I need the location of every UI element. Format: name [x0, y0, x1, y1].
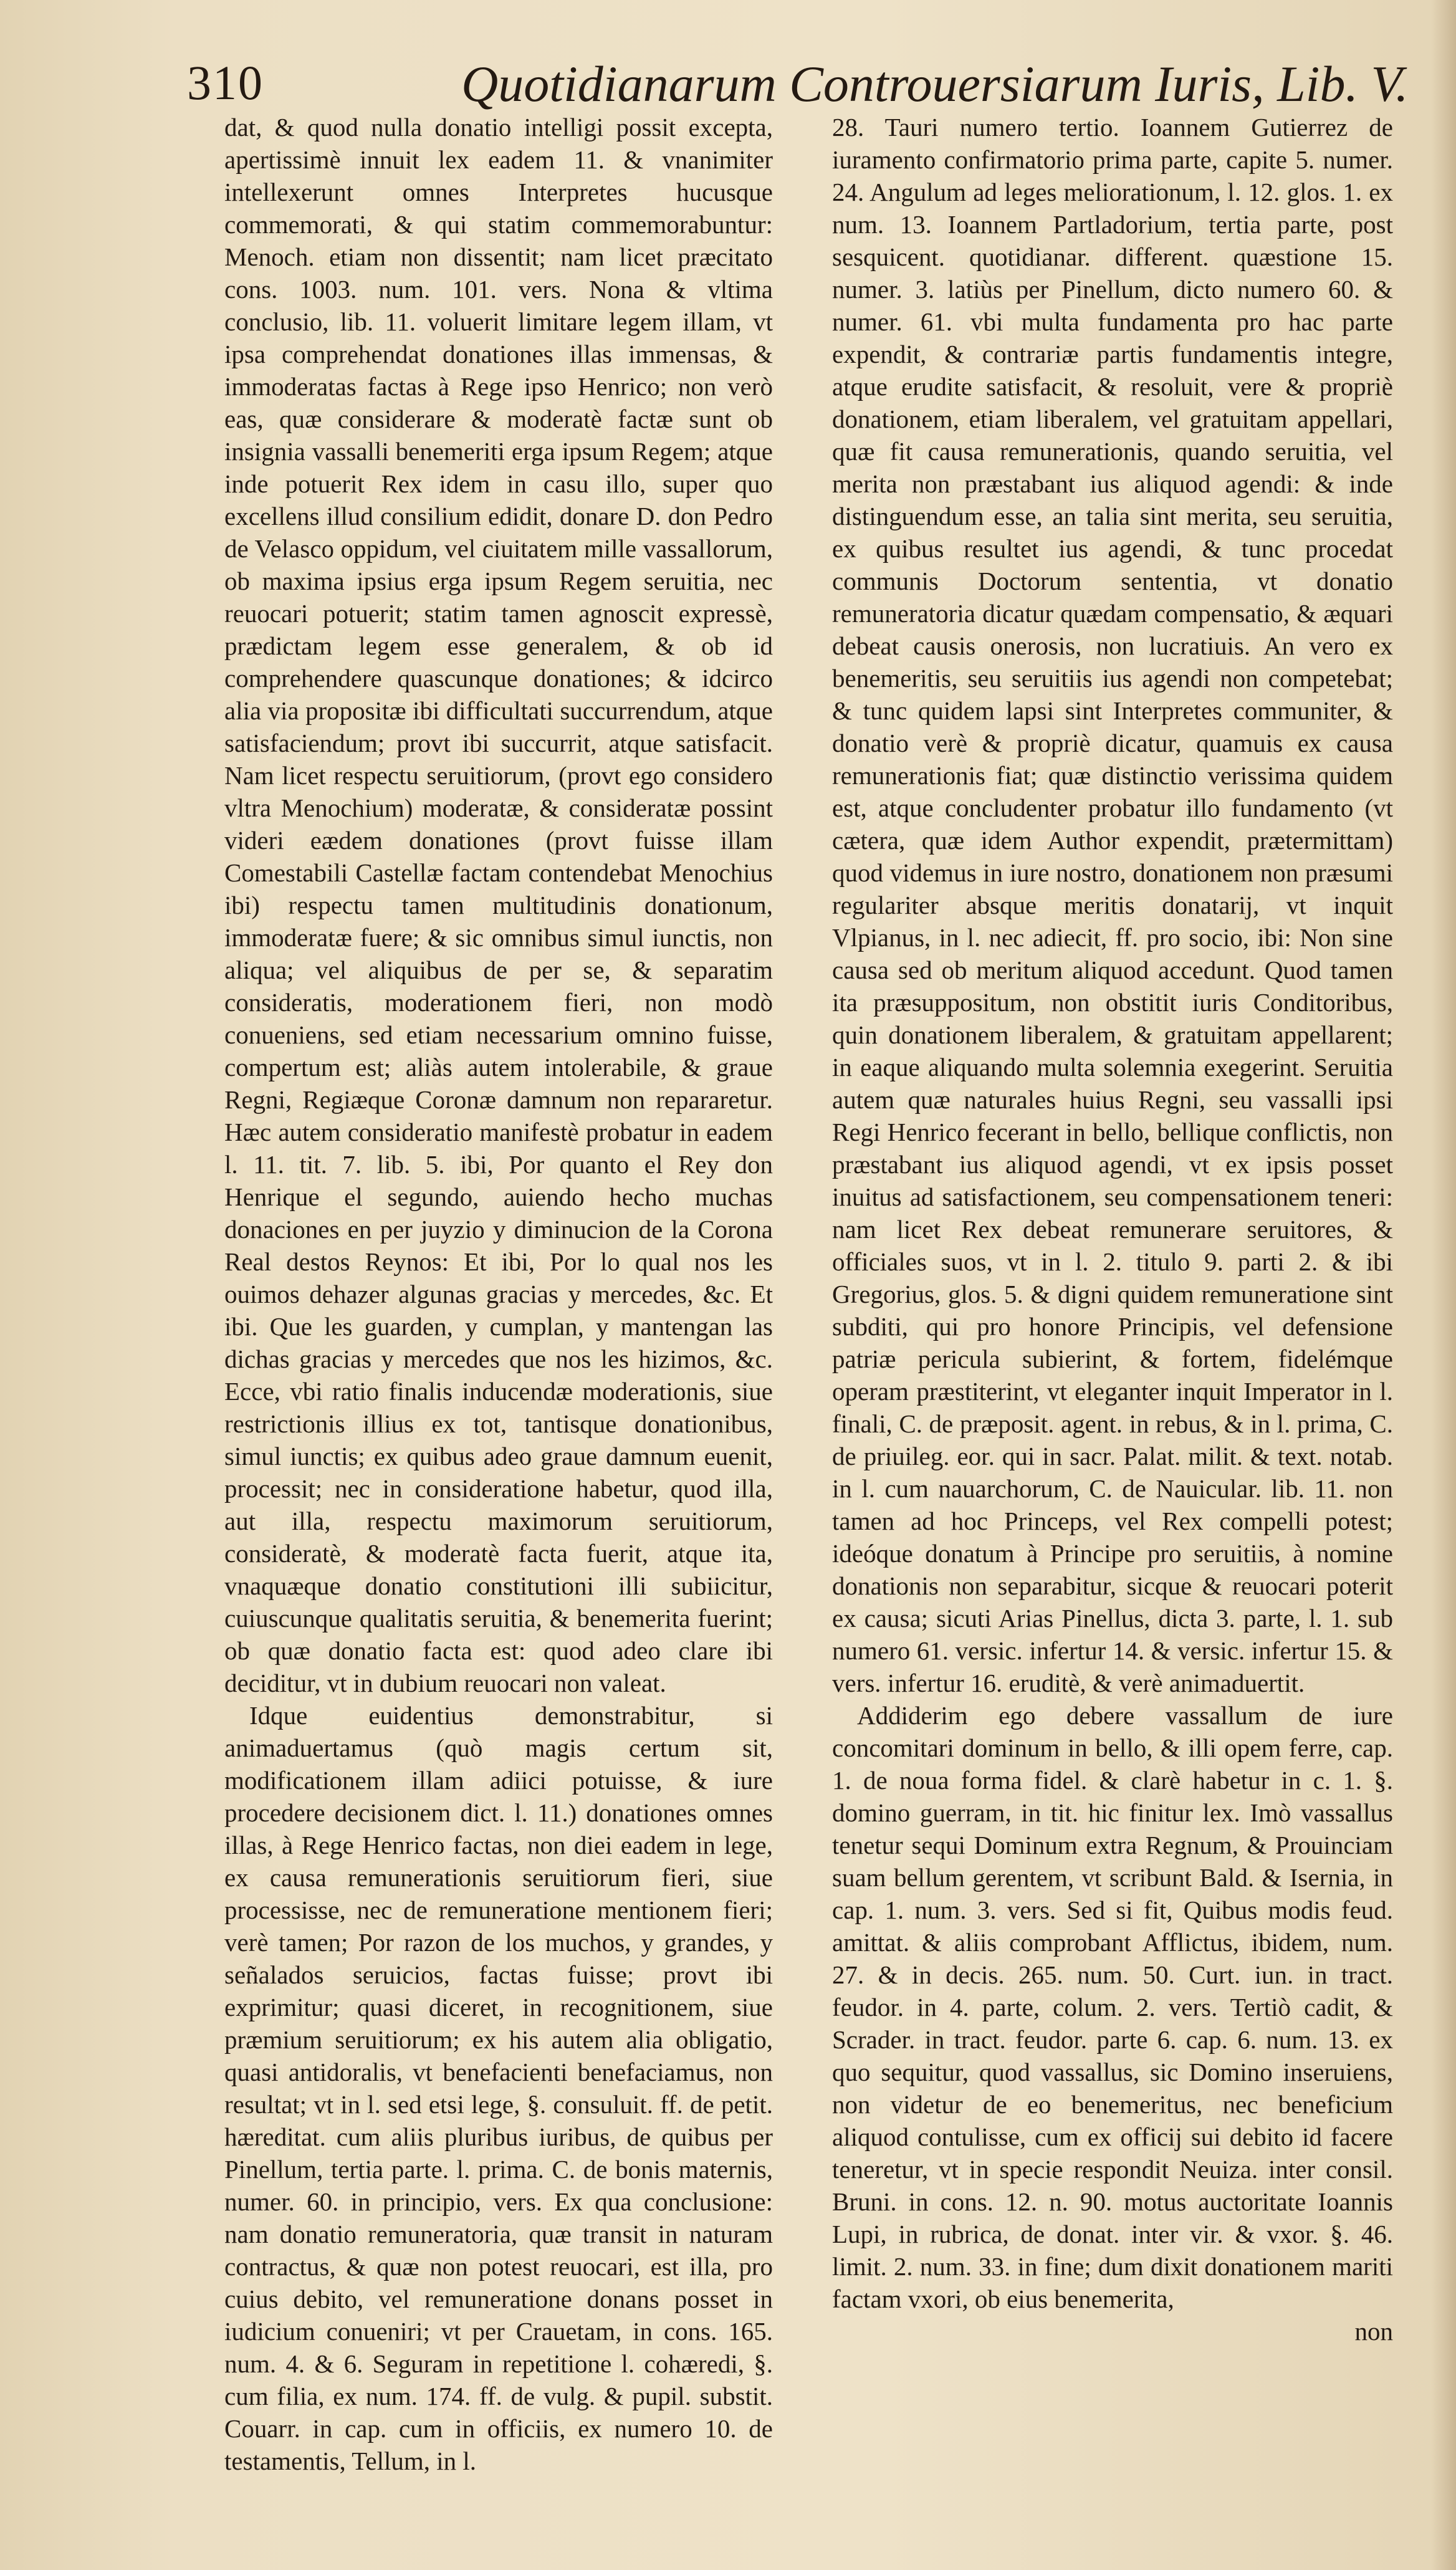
left-column — [224, 111, 773, 2477]
right-paragraph-2: Addiderim ego debere vassallum de iure concomitari dominum in bello, & illi opem ferre, cap. 1. de noua forma fidel. & clarè habetur in c. 1. §. domino guerram, in tit. hic finitur lex. Imò vassallus tenetur sequi Dominum extra Regnum, & Prouinciam suam bellum gerentem, vt scribunt Bald. & Isernia, in cap. 1. num. 3. vers. Sed si fit, Quibus modis feud. amittat. & aliis comprobant Afflictus, ibidem, num. 27. & in decis. 265. num. 50. Curt. iun. in tract. feudor. in 4. parte, colum. 2. vers. Tertiò cadit, & Scrader. in tract. feudor. parte 6. cap. 6. num. 13. ex quo sequitur, quod vassallus, sic Domino inseruiens, non videtur de eo benemeritus, nec beneficium aliquod contulisse, cum ex officij sui debito id facere teneretur, vt in specie respondit Neuiza. inter consil. Bruni. in cons. 12. n. 90. motus auctoritate Ioannis Lupi, in rubrica, de donat. inter vir. & vxor. §. 46. limit. 2. num. 33. in fine; dum dixit donationem mariti factam vxori, ob eius benemerita, — [832, 1701, 1393, 2313]
running-title: Quotidianarum Controuersiarum Iuris, Lib. V. — [461, 55, 1409, 112]
left-paragraph-1: dat, & quod nulla donatio intelligi possit excepta, apertissimè innuit lex eadem 11. & vnanimiter intellexerunt omnes Interpretes hucusque commemorati, & qui statim commemorabuntur: Menoch. etiam non dissentit; nam licet præcitato cons. 1003. num. 101. vers. Nona & vltima conclusio, lib. 11. voluerit limitare legem illam, vt ipsa comprehendat donationes illas immensas, & immoderatas factas à Rege ipso Henrico; non verò eas, quæ considerare & moderatè factæ sunt ob insignia vassalli benemeriti erga ipsum Regem; atque inde potuerit Rex idem in casu illo, super quo excellens illud consilium edidit, donare D. don Pedro de Velasco oppidum, vel ciuitatem mille vassallorum, ob maxima ipsius erga ipsum Regem seruitia, nec reuocari potuerit; statim tamen agnoscit expressè, prædictam legem esse generalem, & ob id comprehendere quascunque donationes; & idcirco alia via propositæ ibi difficultati succurrendum, atque satisfaciendum; provt ibi succurrit, atque satisfacit. Nam licet respectu seruitiorum, (provt ego considero vltra Menochium) moderatæ, & consideratæ possint videri eædem donationes (provt fuisse illam Comestabili Castellæ factam contendebat Menochius ibi) respectu tamen multitudinis donationum, immoderatæ fuere; & sic omnibus simul iunctis, non aliqua; vel aliquibus de per se, & separatim consideratis, moderationem fieri, non modò conueniens, sed etiam necessarium omnino fuisse, compertum est; aliàs autem intolerabile, & graue Regni, Regiæque Coronæ damnum non repararetur. Hæc autem consideratio manifestè probatur in eadem l. 11. tit. 7. lib. 5. ibi, Por quanto el Rey don Henrique el segundo, auiendo hecho muchas donaciones en per juyzio y diminucion de la Corona Real destos Reynos: Et ibi, Por lo qual nos les ouimos dehazer algunas gracias y mercedes, &c. Et ibi. Que les guarden, y cumplan, y mantengan las dichas gracias y mercedes que nos les hizimos, &c. Ecce, vbi ratio finalis inducendæ moderationis, siue restrictionis illius ex tot, tantisque donationibus, simul iunctis; ex quibus adeo graue damnum euenit, processit; nec in consideratione habetur, quod illa, aut illa, respectu maximorum seruitiorum, consideratè, & moderatè facta fuerit, atque ita, vnaquæque donatio constitutioni illi subiicitur, cuiuscunque qualitatis seruitia, & benemerita fuerint; ob quæ donatio facta est: quod adeo clare ibi deciditur, vt in dubium reuocari non valeat. — [224, 113, 773, 1697]
page-number: 310 — [187, 55, 264, 110]
right-paragraph-1: 28. Tauri numero tertio. Ioannem Gutierrez de iuramento confirmatorio prima parte, capite 5. numer. 24. Angulum ad leges meliorationum, l. 12. glos. 1. ex num. 13. Ioannem Partladorium, tertia parte, post sesquicent. quotidianar. different. quæstione 15. numer. 3. latiùs per Pinellum, dicto numero 60. & numer. 61. vbi multa fundamenta pro hac parte expendit, & contrariæ partis fundamentis integre, atque erudite satisfacit, & resoluit, vere & propriè donationem, etiam liberalem, vel gratuitam appellari, quæ fit causa remunerationis, quando seruitia, vel merita non præstabant ius aliquod agendi: & inde distinguendum esse, an talia sint merita, seu seruitia, ex quibus resultet ius agendi, & tunc procedat communis Doctorum sententia, vt donatio remuneratoria dicatur quædam compensatio, & æquari debeat causis onerosis, non lucratiuis. An vero ex benemeritis, seu seruitiis ius agendi non competebat; & tunc quidem lapsi sint Interpretes communiter, & donatio verè & propriè dicatur, quamuis ex causa remunerationis fiat; quæ distinctio verissima quidem est, atque concludenter probatur illo fundamento (vt cætera, quæ idem Author expendit, prætermittam) quod videmus in iure nostro, donationem non præsumi regulariter absque meritis donatarij, vt inquit Vlpianus, in l. nec adiecit, ff. pro socio, ibi: Non sine causa sed ob meritum aliquod accedunt. Quod tamen ita præsuppositum, non obstitit iuris Conditoribus, quin donationem liberalem, & gratuitam appellarent; in eaque aliquando multa solemnia exegerint. Seruitia autem quæ naturales huius Regni, seu vassalli ipsi Regi Henrico fecerant in bello, bellique conflictis, non præstabant ius aliquod agendi, vt ex ipsis posset inuitus ad satisfactionem, seu compensationem teneri: nam licet Rex debeat remunerare seruitores, & officiales suos, vt in l. 2. titulo 9. parti 2. & ibi Gregorius, glos. 5. & digni quidem remuneratione sint subditi, qui pro honore Principis, vel defensione patriæ pericula subierint, & fortem, fidelémque operam præstiterint, vt eleganter inquit Imperator in l. finali, C. de præposit. agent. in rebus, & in l. prima, C. de priuileg. eor. qui in sacr. Palat. milit. & text. notab. in l. cum nauarchorum, C. de Nauicular. lib. 11. non tamen ad hoc Princeps, vel Rex compelli potest; ideóque donatum à Principe pro seruitiis, à nomine donationis non separabitur, sicque & reuocari poterit ex causa; sicuti Arias Pinellus, dicta 3. parte, l. 1. sub numero 61. versic. infertur 14. & versic. infertur 15. & vers. infertur 16. eruditè, & verè animaduertit. — [832, 113, 1393, 1697]
left-paragraph-2: Idque euidentius demonstrabitur, si animaduertamus (quò magis certum sit, modificationem illam adiici potuisse, & iure procedere decisionem dict. l. 11.) donationes omnes illas, à Rege Henrico factas, non diei eadem in lege, ex causa remunerationis seruitiorum fieri, siue processisse, nec de remuneratione mentionem fieri; verè tamen; Por razon de los muchos, y grandes, y señalados seruicios, factas fuisse; provt ibi exprimitur; quasi diceret, in recognitionem, siue præmium seruitiorum; ex his autem alia obligatio, quasi antidoralis, vt benefacienti benefaciamus, non resultat; vt in l. sed etsi lege, §. consuluit. ff. de petit. hæreditat. cum aliis pluribus iuribus, de quibus per Pinellum, tertia parte. l. prima. C. de bonis maternis, numer. 60. in principio, vers. Ex qua conclusione: nam donatio remuneratoria, quæ transit in naturam contractus, & quæ non potest reuocari, est illa, pro cuius debito, vel remuneratione donans posset in iudicium conueniri; vt per Crauetam, in cons. 165. num. 4. & 6. Seguram in repetitione l. cohæredi, §. cum filia, ex num. 174. ff. de vulg. & pupil. substit. Couarr. in cap. cum in officiis, ex numero 10. de testamentis, Tellum, in l. — [224, 1701, 773, 2475]
right-column — [832, 111, 1393, 2347]
catchword: non — [1354, 2317, 1393, 2346]
page-edge-shadow — [1431, 0, 1456, 2570]
